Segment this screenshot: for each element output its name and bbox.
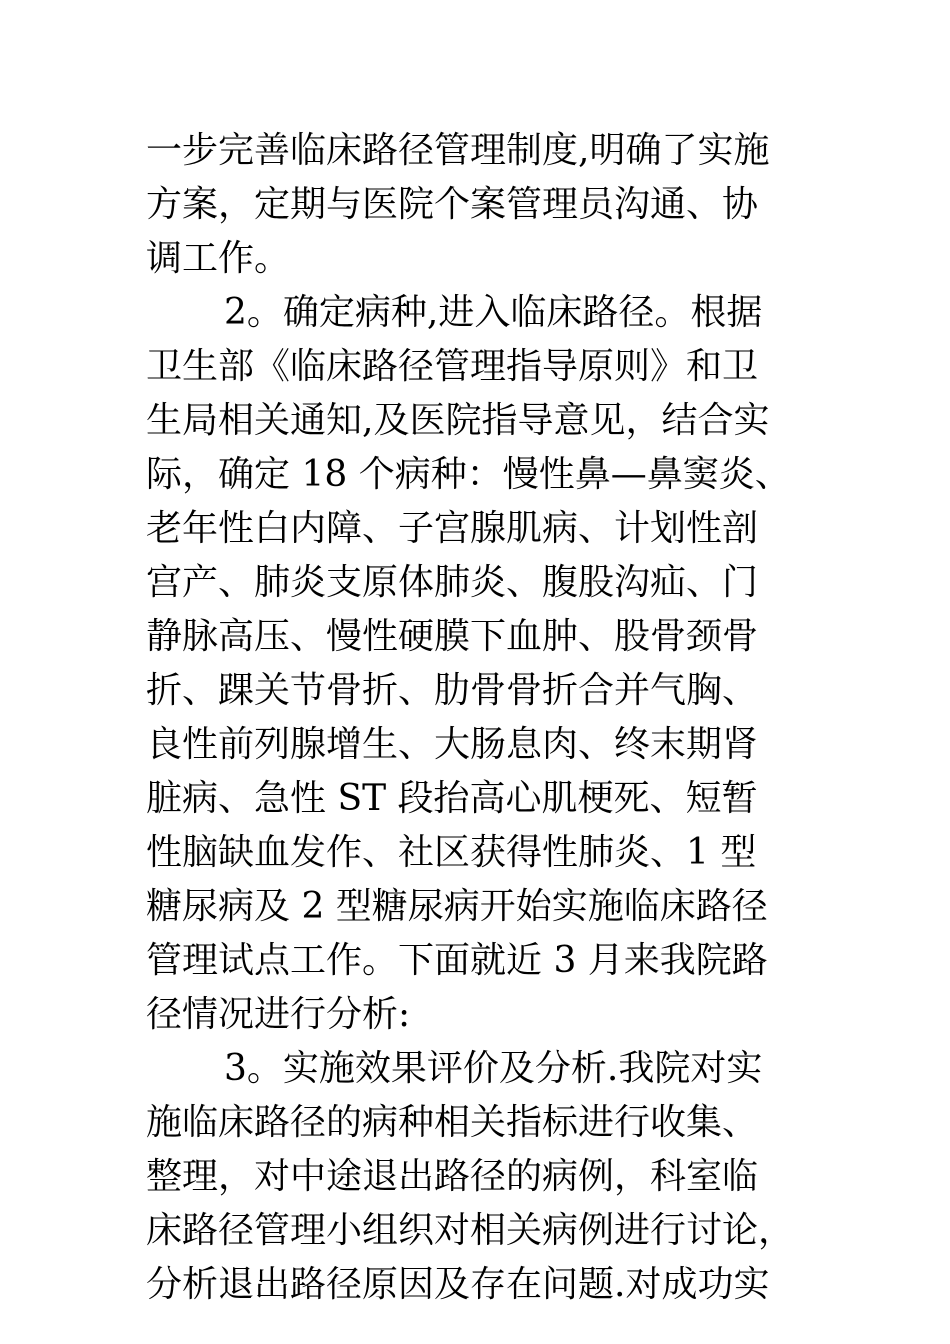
body-text — [146, 124, 826, 1312]
text-line: 性脑缺血发作、社区获得性肺炎、1 型 — [146, 832, 757, 873]
text-line: 分析退出路径原因及存在问题.对成功实 — [146, 1264, 770, 1305]
paragraph-start-line: 3。实施效果评价及分析.我院对实 — [224, 1048, 763, 1089]
text-line: 际，确定 18 个病种：慢性鼻—鼻窦炎、 — [146, 454, 791, 495]
text-line: 方案，定期与医院个案管理员沟通、协 — [146, 184, 759, 225]
text-line: 管理试点工作。下面就近 3 月来我院路 — [146, 940, 768, 981]
text-line: 径情况进行分析: — [146, 994, 411, 1035]
text-line: 糖尿病及 2 型糖尿病开始实施临床路径 — [146, 886, 768, 927]
text-line: 良性前列腺增生、大肠息肉、终末期肾 — [146, 724, 759, 765]
text-line: 静脉高压、慢性硬膜下血肿、股骨颈骨 — [146, 616, 759, 657]
text-line: 脏病、急性 ST 段抬高心肌梗死、短暂 — [146, 778, 758, 819]
paragraph-start-line: 2。确定病种,进入临床路径。根据 — [224, 292, 763, 333]
text-line: 整理，对中途退出路径的病例，科室临 — [146, 1156, 759, 1197]
text-line: 施临床路径的病种相关指标进行收集、 — [146, 1102, 759, 1143]
text-line: 老年性白内障、子宫腺肌病、计划性剖 — [146, 508, 759, 549]
text-line: 宫产、肺炎支原体肺炎、腹股沟疝、门 — [146, 562, 759, 603]
text-line: 一步完善临床路径管理制度,明确了实施 — [146, 130, 770, 171]
text-line: 床路径管理小组织对相关病例进行讨论， — [146, 1210, 795, 1251]
text-line: 折、踝关节骨折、肋骨骨折合并气胸、 — [146, 670, 759, 711]
text-line: 调工作。 — [146, 238, 291, 279]
text-line: 卫生部《临床路径管理指导原则》和卫 — [146, 346, 759, 387]
text-line: 生局相关通知,及医院指导意见，结合实 — [146, 400, 770, 441]
